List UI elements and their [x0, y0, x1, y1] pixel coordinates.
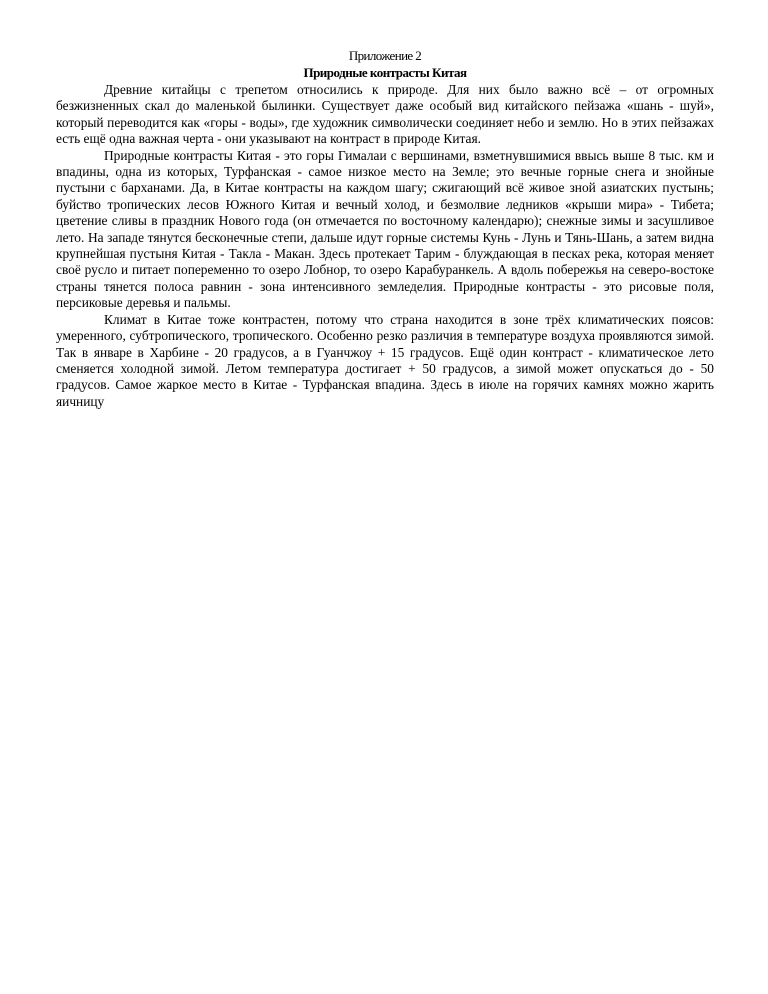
paragraph-intro: Древние китайцы с трепетом относились к природе. Для них было важно всё – от огромных безжизненных скал до маленькой былинки. Существует даже особый вид китайского пейзажа «шань - шуй», который переводится как «горы - воды», где художник символически соединяет небо и землю. Но в этих пейзажах есть ещё одна важная черта - они указывают на контраст в природе Китая.: [56, 82, 714, 147]
document-page: [56, 48, 714, 410]
paragraph-climate: Климат в Китае тоже контрастен, потому что страна находится в зоне трёх климатических поясов: умеренного, субтропического, тропического. Особенно резко различия в температуре воздуха проявляются зимой. Так в январе в Харбине - 20 градусов, а в Гуанчжоу + 15 градусов. Ещё один контраст - климатическое лето сменяется холодной зимой. Летом температура достигает + 50 градусов, а зимой может опускаться до - 50 градусов. Самое жаркое место в Китае - Турфанская впадина. Здесь в июле на горячих камнях можно жарить яичницу: [56, 311, 714, 409]
document-title: Природные контрасты Китая: [303, 65, 467, 80]
appendix-label: Приложение 2: [348, 48, 422, 63]
paragraph-contrasts: Природные контрасты Китая - это горы Гималаи с вершинами, взметнувшимися ввысь выше 8 тыс. км и впадины, одна из которых, Турфанская - самое низкое место на Земле; это вечные горные снега и знойные пустыни с барханами. Да, в Китае контрасты на каждом шагу; сжигающий всё живое зной азиатских пустынь; буйство тропических лесов Южного Китая и вечный холод, и безмолвие ледников «крыши мира» - Тибета; цветение сливы в праздник Нового года (он отмечается по восточному календарю); снежные зимы и засушливое лето. На западе тянутся бесконечные степи, дальше идут горные системы Кунь - Лунь и Тянь-Шань, а затем видна крупнейшая пустыня Китая - Такла - Макан. Здесь протекает Тарим - блуждающая в песках река, которая меняет своё русло и питает попеременно то озеро Лобнор, то озеро Карабуранкель. А вдоль побережья на северо-востоке страны тянется полоса равнин - зона интенсивного земледелия. Природные контрасты - это рисовые поля, персиковые деревья и пальмы.: [56, 147, 714, 311]
